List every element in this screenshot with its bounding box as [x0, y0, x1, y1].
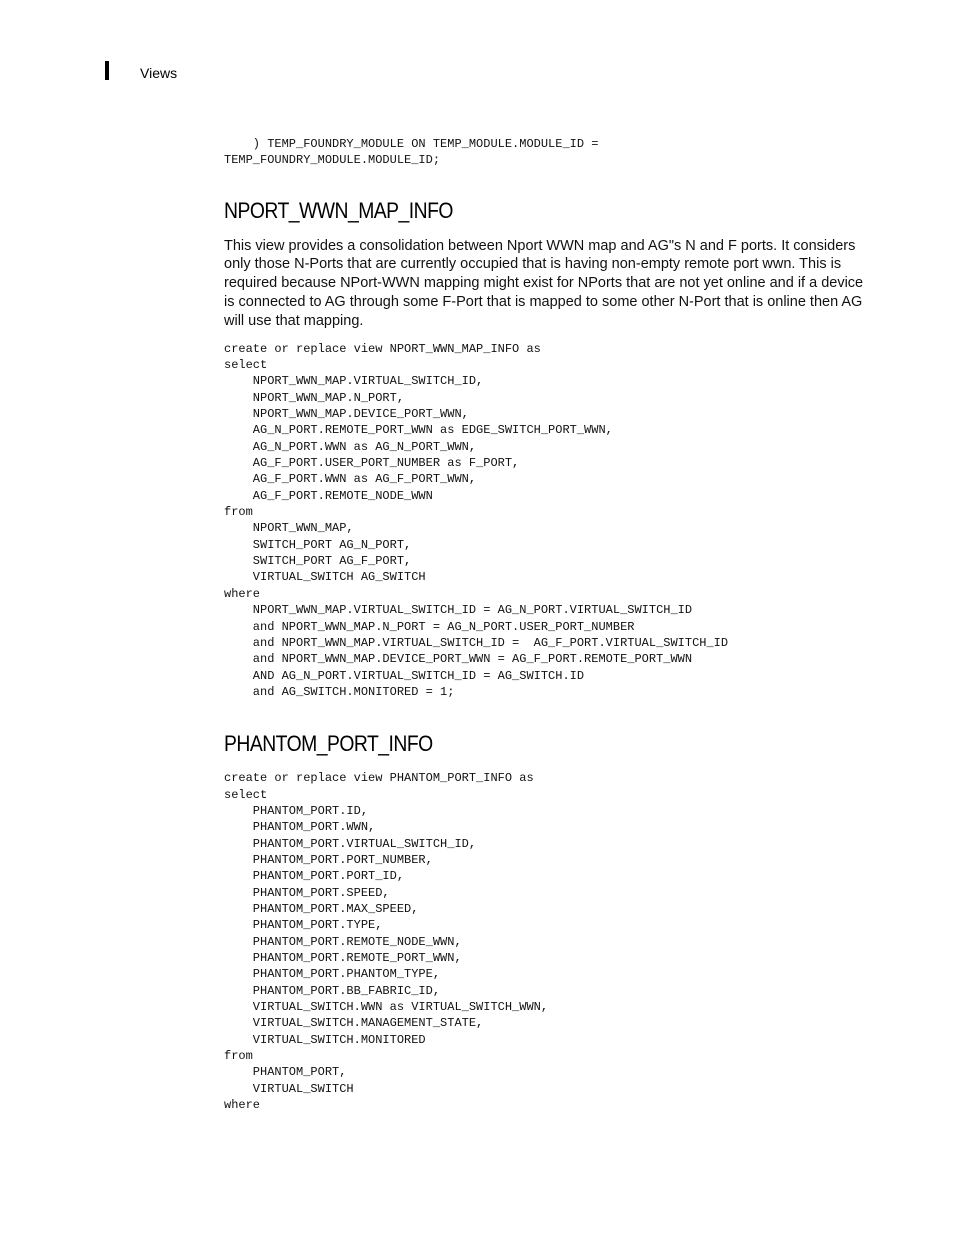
page-edge-marker [105, 61, 109, 80]
code-block-continuation: ) TEMP_FOUNDRY_MODULE ON TEMP_MODULE.MODULE_ID = TEMP_FOUNDRY_MODULE.MODULE_ID; [224, 137, 599, 168]
section-description-nport-wwn-map-info: This view provides a consolidation between Nport WWN map and AG"s N and F ports. It considers only those N-Ports that are currently occupied that is having non-empty remote port wwn. This is required because NPort-WWN mapping might exist for NPorts that are not yet online and if a device is connected to AG through some F-Port that is mapped to some other N-Port that is online then AG will use that mapping. [224, 237, 864, 329]
running-header: Views [140, 65, 178, 81]
document-body [224, 136, 884, 1113]
section-title-nport-wwn-map-info: NPORT_WWN_MAP_INFO [224, 197, 453, 223]
code-block-phantom-port-info: create or replace view PHANTOM_PORT_INFO as select PHANTOM_PORT.ID, PHANTOM_PORT.WWN, PHANTOM_PORT.VIRTUAL_SWITCH_ID, PHANTOM_PORT.PORT_NUMBER, PHANTOM_PORT.PORT_ID, PHANTOM_PORT.SPEED, PHANTOM_PORT.MAX_SPEED, PHANTOM_PORT.TYPE, PHANTOM_PORT.REMOTE_NODE_WWN, PHANTOM_PORT.REMOTE_PORT_WWN, PHANTOM_PORT.PHANTOM_TYPE, PHANTOM_PORT.BB_FABRIC_ID, VIRTUAL_SWITCH.WWN as VIRTUAL_SWITCH_WWN, VIRTUAL_SWITCH.MANAGEMENT_STATE, VIRTUAL_SWITCH.MONITORED from PHANTOM_PORT, VIRTUAL_SWITCH where [224, 771, 549, 1113]
code-block-nport-wwn-map-info: create or replace view NPORT_WWN_MAP_INFO as select NPORT_WWN_MAP.VIRTUAL_SWITCH_ID, NPORT_WWN_MAP.N_PORT, NPORT_WWN_MAP.DEVICE_PORT_WWN, AG_N_PORT.REMOTE_PORT_WWN as EDGE_SWITCH_PORT_WWN, AG_N_PORT.WWN as AG_N_PORT_WWN, AG_F_PORT.USER_PORT_NUMBER as F_PORT, AG_F_PORT.WWN as AG_F_PORT_WWN, AG_F_PORT.REMOTE_NODE_WWN from NPORT_WWN_MAP, SWITCH_PORT AG_N_PORT, SWITCH_PORT AG_F_PORT, VIRTUAL_SWITCH AG_SWITCH where NPORT_WWN_MAP.VIRTUAL_SWITCH_ID = AG_N_PORT.VIRTUAL_SWITCH_ID and NPORT_WWN_MAP.N_PORT = AG_N_PORT.USER_PORT_NUMBER and NPORT_WWN_MAP.VIRTUAL_SWITCH_ID = AG_F_PORT.VIRTUAL_SWITCH_ID and NPORT_WWN_MAP.DEVICE_PORT_WWN = AG_F_PORT.REMOTE_PORT_WWN AND AG_N_PORT.VIRTUAL_SWITCH_ID = AG_SWITCH.ID and AG_SWITCH.MONITORED = 1; [224, 341, 729, 699]
section-title-phantom-port-info: PHANTOM_PORT_INFO [224, 731, 433, 757]
